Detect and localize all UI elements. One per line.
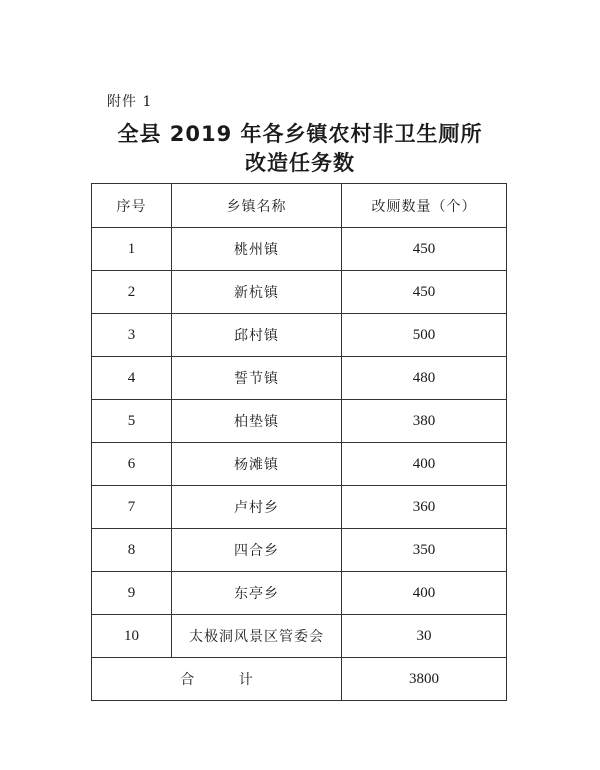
row-town-name: 邱村镇 [172, 314, 342, 357]
row-serial: 8 [92, 529, 172, 572]
table-row [92, 486, 507, 529]
table-row [92, 400, 507, 443]
table-row [92, 228, 507, 271]
row-town-name: 柏垫镇 [172, 400, 342, 443]
row-town-name: 杨滩镇 [172, 443, 342, 486]
header-toilet-count: 改厕数量（个） [342, 184, 507, 228]
page-title: 全县 2019 年各乡镇农村非卫生厕所 [117, 122, 483, 146]
header-serial: 序号 [92, 184, 172, 228]
row-count: 500 [342, 314, 507, 357]
row-count: 450 [342, 271, 507, 314]
row-serial: 7 [92, 486, 172, 529]
row-town-name: 四合乡 [172, 529, 342, 572]
total-label-text: 合 计 [180, 672, 253, 688]
row-count: 380 [342, 400, 507, 443]
row-count: 450 [342, 228, 507, 271]
row-town-name: 太极洞风景区管委会 [172, 615, 342, 658]
row-count: 360 [342, 486, 507, 529]
header-town-name: 乡镇名称 [172, 184, 342, 228]
table-row [92, 572, 507, 615]
row-count: 350 [342, 529, 507, 572]
row-town-name: 卢村乡 [172, 486, 342, 529]
row-town-name: 桃州镇 [172, 228, 342, 271]
total-label [92, 658, 342, 701]
row-serial: 9 [92, 572, 172, 615]
row-count: 400 [342, 443, 507, 486]
row-count: 480 [342, 357, 507, 400]
row-town-name: 誓节镇 [172, 357, 342, 400]
page-subtitle: 改造任务数 [245, 151, 355, 175]
row-count: 400 [342, 572, 507, 615]
table-row [92, 529, 507, 572]
attachment-label: 附件 1 [107, 94, 153, 110]
row-serial: 2 [92, 271, 172, 314]
table-total-row [92, 658, 507, 701]
row-town-name: 东亭乡 [172, 572, 342, 615]
table-row [92, 314, 507, 357]
table-row [92, 443, 507, 486]
row-count: 30 [342, 615, 507, 658]
row-serial: 10 [92, 615, 172, 658]
row-serial: 4 [92, 357, 172, 400]
row-serial: 5 [92, 400, 172, 443]
table-row [92, 357, 507, 400]
row-town-name: 新杭镇 [172, 271, 342, 314]
task-table [91, 183, 507, 701]
row-serial: 1 [92, 228, 172, 271]
total-value: 3800 [342, 658, 507, 701]
table-row [92, 271, 507, 314]
row-serial: 3 [92, 314, 172, 357]
table-header-row [92, 184, 507, 228]
row-serial: 6 [92, 443, 172, 486]
table-row [92, 615, 507, 658]
